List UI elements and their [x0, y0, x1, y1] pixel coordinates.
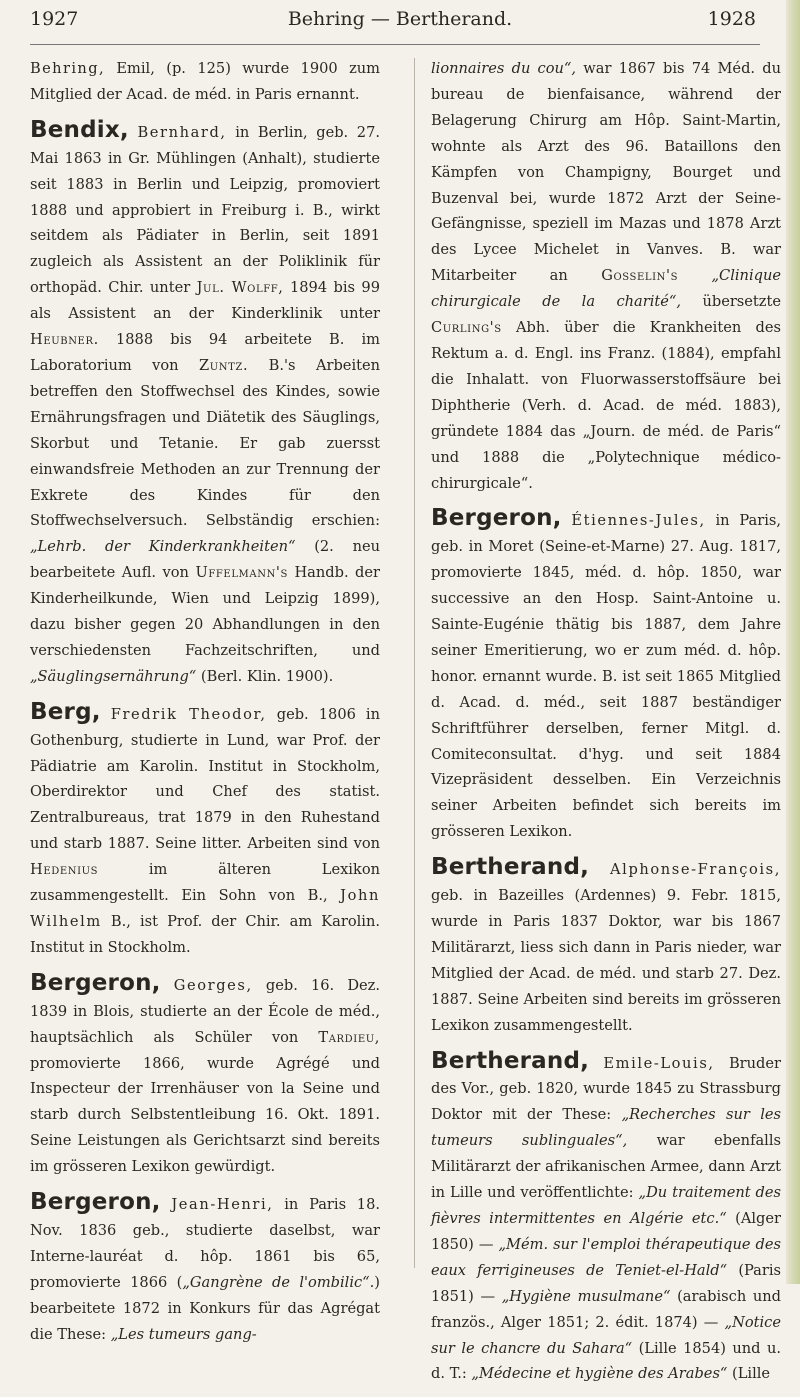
- entry-bertherand-alphonse: [431, 855, 781, 1038]
- entry-text: 1894 bis 99 als Assistent an der Kinderklinik unter: [30, 279, 381, 323]
- work-title: „Les tumeurs gang-: [110, 1325, 257, 1343]
- entry-name: Bertherand,: [431, 1047, 590, 1074]
- entry-given-name: Emil,: [116, 60, 155, 77]
- entry-bergeron-jean-henri: [30, 1190, 380, 1347]
- entry-name: Bergeron,: [431, 505, 562, 532]
- entry-text: B.'s Arbeiten betreffen den Stoffwechsel des Kindes, sowie Ernährungsfragen und Diätetik des Säuglings, Skorbut und Tetanie. Er gab zuersst einwandsfreie Methoden an zur Trennung der Exkrete des Kindes für den Stoffwechselversuch. Selbständig erschien:: [30, 356, 381, 530]
- entry-text: geb. in Bazeilles (Ardennes) 9. Febr. 1815, wurde in Paris 1837 Doktor, war bis 1867 Militärarzt, liess sich dann in Paris nieder, war Mitglied der Acad. de méd. und starb 27. Dez. 1887. Seine Arbeiten sind bereits im grösseren Lexikon zusammengestellt.: [431, 887, 781, 1034]
- entry-bergeron-georges: [30, 971, 380, 1180]
- work-title: „Gangrène de l'ombilic“.: [182, 1273, 375, 1291]
- left-column: [30, 56, 380, 1358]
- entry-text: (Berl. Klin. 1900).: [200, 667, 334, 685]
- entry-text: Abh. über die Krankheiten des Rektum a. d. Engl. ins Franz. (1884), empfahl die Inhalatt. von Fluorwasserstoffsäure bei Diphtherie (Verh. d. Acad. de méd. 1883), gründete 1884 das „Journ. de méd. de Paris“ und 1888 die „Polytechnique médico-chirurgicale“.: [431, 319, 781, 492]
- entry-given-name: Alphonse-François,: [610, 861, 781, 879]
- entry-name: Bertherand,: [431, 854, 590, 881]
- entry-text: in Berlin, geb. 27. Mai 1863 in Gr. Mühlingen (Anhalt), studierte seit 1883 in Berlin und Leipzig, promoviert 1888 und approbiert in Freiburg i. B., wirkt seitdem als Pädiater in Berlin, seit 1891 zugleich als Assistent an der Poliklinik für orthopäd. Chir. unter: [30, 123, 380, 297]
- entry-text: geb. 16. Dez. 1839 in Blois, studierte an der École de méd., hauptsächlich als Schüler von: [30, 976, 381, 1046]
- work-title: „Clinique chirurgicale de la charité“,: [431, 267, 781, 311]
- work-title: „Recherches sur les tumeurs sublinguales“,: [431, 1106, 782, 1150]
- entry-text: war ebenfalls Militärarzt der afrikanischen Armee, dann Arzt in Lille und veröffentlichte:: [431, 1132, 781, 1202]
- person-reference: Uffelmann's: [195, 564, 288, 582]
- page-header: [0, 0, 800, 60]
- entry-given-name: Étiennes-Jules,: [571, 512, 706, 530]
- entry-bergeron-etienne: [431, 506, 781, 845]
- entry-name: Behring,: [30, 60, 105, 77]
- entry-text: (Paris 1851) —: [431, 1261, 782, 1305]
- entry-text: B., ist Prof. der Chir. am Karolin. Institut in Stockholm.: [30, 913, 381, 956]
- entry-text: in Paris 18. Nov. 1836 geb., studierte daselbst, war Interne-lauréat d. hôp. 1861 bis 65, promovierte 1866 (: [30, 1196, 381, 1291]
- person-reference: Hedenius: [30, 861, 99, 879]
- entry-text: übersetzte: [702, 293, 781, 311]
- page-edge: [786, 0, 800, 1284]
- entry-text: (Lille 1854) und u. d. T.:: [431, 1339, 782, 1383]
- work-title: „Hygiène musulmane“: [501, 1287, 671, 1305]
- entry-text: Handb. der Kinderheilkunde, Wien und Leipzig 1899), dazu bisher gegen 20 Abhandlungen in den verschiedensten Fachzeitschriften, und: [30, 564, 381, 659]
- entry-berg: [30, 700, 380, 961]
- entry-text: (Lille: [732, 1365, 771, 1383]
- entry-given-name: Georges,: [173, 976, 253, 994]
- work-title: „Du traitement des fièvres intermittentes en Algérie etc.“: [431, 1184, 782, 1227]
- work-title: „Médecine et hygiène des Arabes“: [471, 1365, 728, 1383]
- person-reference: Jul. Wolff,: [196, 279, 284, 297]
- person-reference: Tardieu,: [318, 1028, 381, 1046]
- entry-text: im älteren Lexikon zusammengestellt. Ein Sohn von B.,: [30, 861, 381, 905]
- work-title: „Lehrb. der Kinderkrankheiten“: [30, 538, 296, 556]
- column-divider: [414, 58, 415, 1268]
- running-title: Behring — Bertherand.: [287, 8, 513, 30]
- header-rule: [30, 44, 760, 45]
- work-title: lionnaires du cou“,: [431, 60, 577, 77]
- entry-name: Bendix,: [30, 116, 129, 143]
- entry-bendix: [30, 118, 380, 690]
- work-title: „Notice sur le chancre du Sahara“: [431, 1313, 781, 1357]
- entry-bergeron-jean-henri-continued: [431, 56, 781, 496]
- person-reference: Gosselin's: [601, 267, 679, 285]
- person-reference: Zuntz.: [199, 356, 249, 374]
- entry-name: Bergeron,: [30, 1189, 161, 1216]
- entry-text: 1888 bis 94 arbeitete B. im Laboratorium von: [30, 331, 381, 374]
- left-page-number: 1927: [30, 8, 79, 30]
- entry-given-name: Fredrik Theodor,: [110, 705, 267, 723]
- entry-given-name: Bernhard,: [137, 123, 227, 141]
- entry-text: (arabisch und französ., Alger 1851; 2. édit. 1874) —: [431, 1287, 782, 1331]
- person-name: John Wilhelm: [30, 887, 380, 930]
- entry-text: (Alger 1850) —: [431, 1209, 781, 1253]
- entry-text: ) bearbeitete 1872 in Konkurs für das Agrégat die These:: [30, 1273, 380, 1343]
- entry-text: war 1867 bis 74 Méd. du bureau de bienfaisance, während der Belagerung Chirurg am Hôp. Saint-Martin, wohnte als Arzt des 96. Bataillons den Kämpfen von Champigny, Bourget und Buzenval bei, wurde 1872 Arzt der Seine-Gefängnisse, speziell im Mazas und 1878 Arzt des Lycee Michelet in Vanves. B. war Mitarbeiter an: [431, 60, 782, 285]
- entry-given-name: Emile-Louis,: [603, 1054, 715, 1072]
- entry-text: promovierte 1866, wurde Agrégé und Inspecteur der Irrenhäuser von la Seine und starb durch Selbstentleibung 16. Okt. 1891. Seine Leistungen als Gerichtsarzt sind bereits im grösseren Lexikon gewürdigt.: [30, 1054, 380, 1176]
- entry-text: (p. 125) wurde 1900 zum Mitglied der Acad. de méd. in Paris ernannt.: [30, 60, 380, 103]
- entry-bertherand-emile: [431, 1049, 781, 1388]
- work-title: „Säuglingsernährung“: [30, 667, 197, 685]
- work-title: „Mém. sur l'emploi thérapeutique des eaux ferrigineuses de Teniet-el-Hald“: [431, 1235, 781, 1279]
- entry-text: (2. neu bearbeitete Aufl. von: [30, 538, 380, 582]
- person-reference: Heubner.: [30, 331, 99, 349]
- person-reference: Curling's: [431, 319, 502, 337]
- entry-name: Berg,: [30, 698, 101, 725]
- entry-name: Bergeron,: [30, 969, 161, 996]
- right-column: [431, 56, 781, 1397]
- entry-text: Bruder des Vor., geb. 1820, wurde 1845 zu Strassburg Doktor mit der These:: [431, 1054, 781, 1124]
- entry-text: geb. 1806 in Gothenburg, studierte in Lund, war Prof. der Pädiatrie am Karolin. Institut in Stockholm, Oberdirektor und Chef des statist. Zentralbureaus, trat 1879 in den Ruhestand und starb 1887. Seine litter. Arbeiten sind von: [30, 705, 381, 853]
- entry-given-name: Jean-Henri,: [171, 1196, 274, 1214]
- entry-behring: [30, 56, 380, 108]
- entry-text: in Paris, geb. in Moret (Seine-et-Marne) 27. Aug. 1817, promovierte 1845, méd. d. hôp. 1850, war successive an den Hosp. Saint-Antoine u. Sainte-Eugénie thätig bis 1887, dem Jahre seiner Emeritierung, wo er zum méd. d. hôp. honor. ernannt wurde. B. ist seit 1865 Mitglied d. Acad. d. méd., seit 1887 beständiger Schriftführer derselben, ferner Mitgl. d. Comiteconsultat. d'hyg. und seit 1884 Vizepräsident desselben. Ein Verzeichnis seiner Arbeiten befindet sich bereits im grösseren Lexikon.: [431, 512, 781, 841]
- right-page-number: 1928: [707, 8, 756, 30]
